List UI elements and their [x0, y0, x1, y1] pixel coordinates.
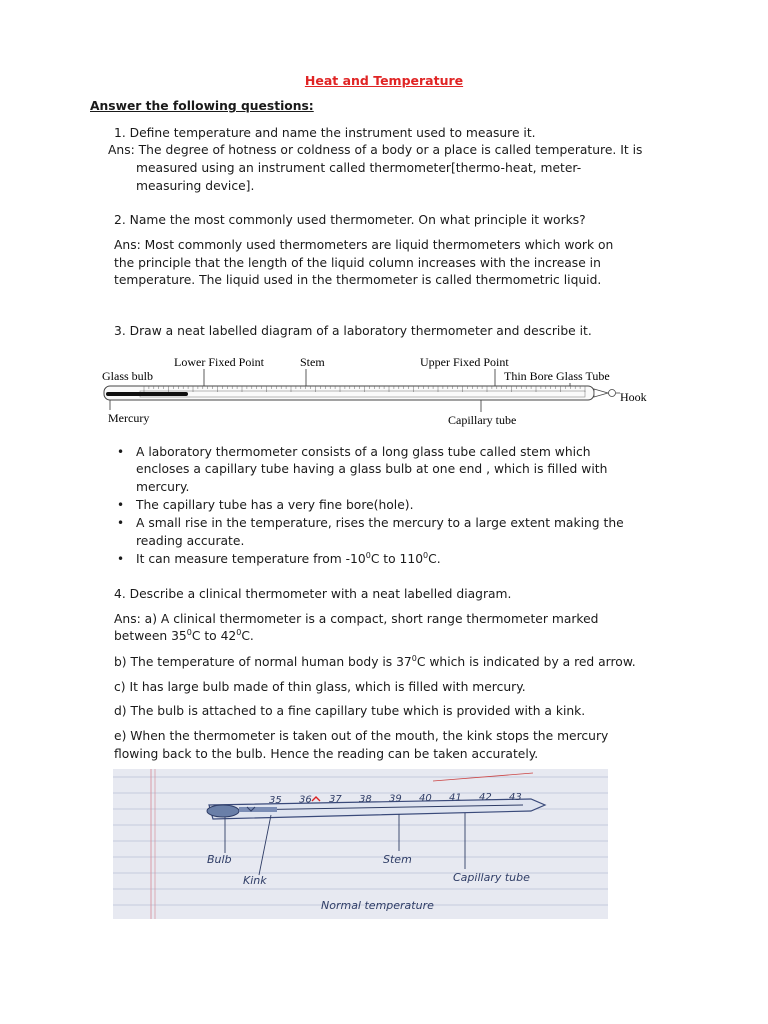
bullet-1-line-1: A laboratory thermometer consists of a long glass tube called stem which: [136, 445, 591, 459]
sketch-scale-number: 38: [359, 793, 372, 805]
label-thin-bore: Thin Bore Glass Tube: [504, 369, 610, 383]
answer-4a-line-1: Ans: a) A clinical thermometer is a compact, short range thermometer marked: [114, 612, 599, 626]
sketch-scale-number: 35: [269, 795, 282, 806]
answer-2-line-3: temperature. The liquid used in the thermometer is called thermometric liquid.: [114, 273, 602, 287]
answer-4d: d) The bulb is attached to a fine capillary tube which is provided with a kink.: [114, 704, 586, 718]
bullet-4-range: It can measure temperature from $-10^0C$ to $110^0C$.: [136, 550, 441, 566]
answer-4c: c) It has large bulb made of thin glass, which is filled with mercury.: [114, 680, 526, 694]
sketch-scale-number: 37: [329, 794, 342, 806]
answer-1-line-1: Ans: The degree of hotness or coldness of a body or a place is called temperature. It is: [108, 143, 643, 157]
bullet-1-line-2: encloses a capillary tube having a glass bulb at one end , which is filled with: [136, 462, 608, 476]
bullet-dot: •: [117, 445, 125, 459]
label-glass-bulb: Glass bulb: [102, 369, 153, 383]
sketch-label-kink: Kink: [243, 874, 267, 887]
sketch-label-capillary: Capillary tube: [453, 871, 530, 884]
bullet-dot: •: [117, 552, 125, 566]
label-stem: Stem: [300, 355, 325, 369]
sketch-scale-number: 43: [509, 791, 522, 803]
answer-4e-line-1: e) When the thermometer is taken out of the mouth, the kink stops the mercury: [114, 729, 609, 743]
sketch-scale-number: 41: [449, 792, 462, 804]
question-3: 3. Draw a neat labelled diagram of a laboratory thermometer and describe it.: [114, 324, 592, 338]
question-2: 2. Name the most commonly used thermometer. On what principle it works?: [114, 213, 586, 227]
sketch-scale-number: 42: [479, 792, 492, 804]
sketch-scale-number: 36: [299, 794, 312, 806]
answer-2-line-1: Ans: Most commonly used thermometers are liquid thermometers which work on: [114, 238, 614, 252]
answer-1-line-3: measuring device].: [136, 179, 255, 193]
answer-2-line-2: the principle that the length of the liquid column increases with the increase in: [114, 256, 601, 270]
bullet-dot: •: [117, 516, 125, 530]
sketch-scale-number: 39: [389, 793, 402, 805]
sketch-label-stem: Stem: [383, 853, 412, 866]
section-heading: Answer the following questions:: [90, 99, 314, 113]
laboratory-thermometer-diagram: [100, 352, 660, 432]
bullet-3-line-1: A small rise in the temperature, rises the mercury to a large extent making the: [136, 516, 624, 530]
clinical-thermometer-sketch: [113, 769, 608, 919]
label-mercury: Mercury: [108, 411, 150, 425]
label-hook: Hook: [620, 390, 647, 404]
label-capillary-tube: Capillary tube: [448, 413, 517, 427]
sketch-label-bulb: Bulb: [207, 853, 232, 866]
answer-4a-line-2: between $35^0C$ to $42^0C$.: [114, 627, 254, 643]
bullet-3-line-2: reading accurate.: [136, 534, 245, 548]
answer-4e-line-2: flowing back to the bulb. Hence the reading can be taken accurately.: [114, 747, 539, 761]
sketch-label-normal-temperature: Normal temperature: [321, 899, 434, 912]
bullet-2: The capillary tube has a very fine bore(hole).: [136, 498, 414, 512]
label-upper-fixed-point: Upper Fixed Point: [420, 355, 509, 369]
page-title: Heat and Temperature: [304, 73, 464, 88]
question-4: 4. Describe a clinical thermometer with a neat labelled diagram.: [114, 587, 512, 601]
bullet-1-line-3: mercury.: [136, 480, 190, 494]
label-lower-fixed-point: Lower Fixed Point: [174, 355, 264, 369]
bullet-dot: •: [117, 498, 125, 512]
sketch-scale-number: 40: [419, 793, 432, 804]
question-1: 1. Define temperature and name the instrument used to measure it.: [114, 126, 536, 140]
answer-4b: b) The temperature of normal human body is $37^0C$ which is indicated by a red arrow.: [114, 653, 636, 669]
answer-1-line-2: measured using an instrument called thermometer[thermo-heat, meter-: [136, 161, 582, 175]
